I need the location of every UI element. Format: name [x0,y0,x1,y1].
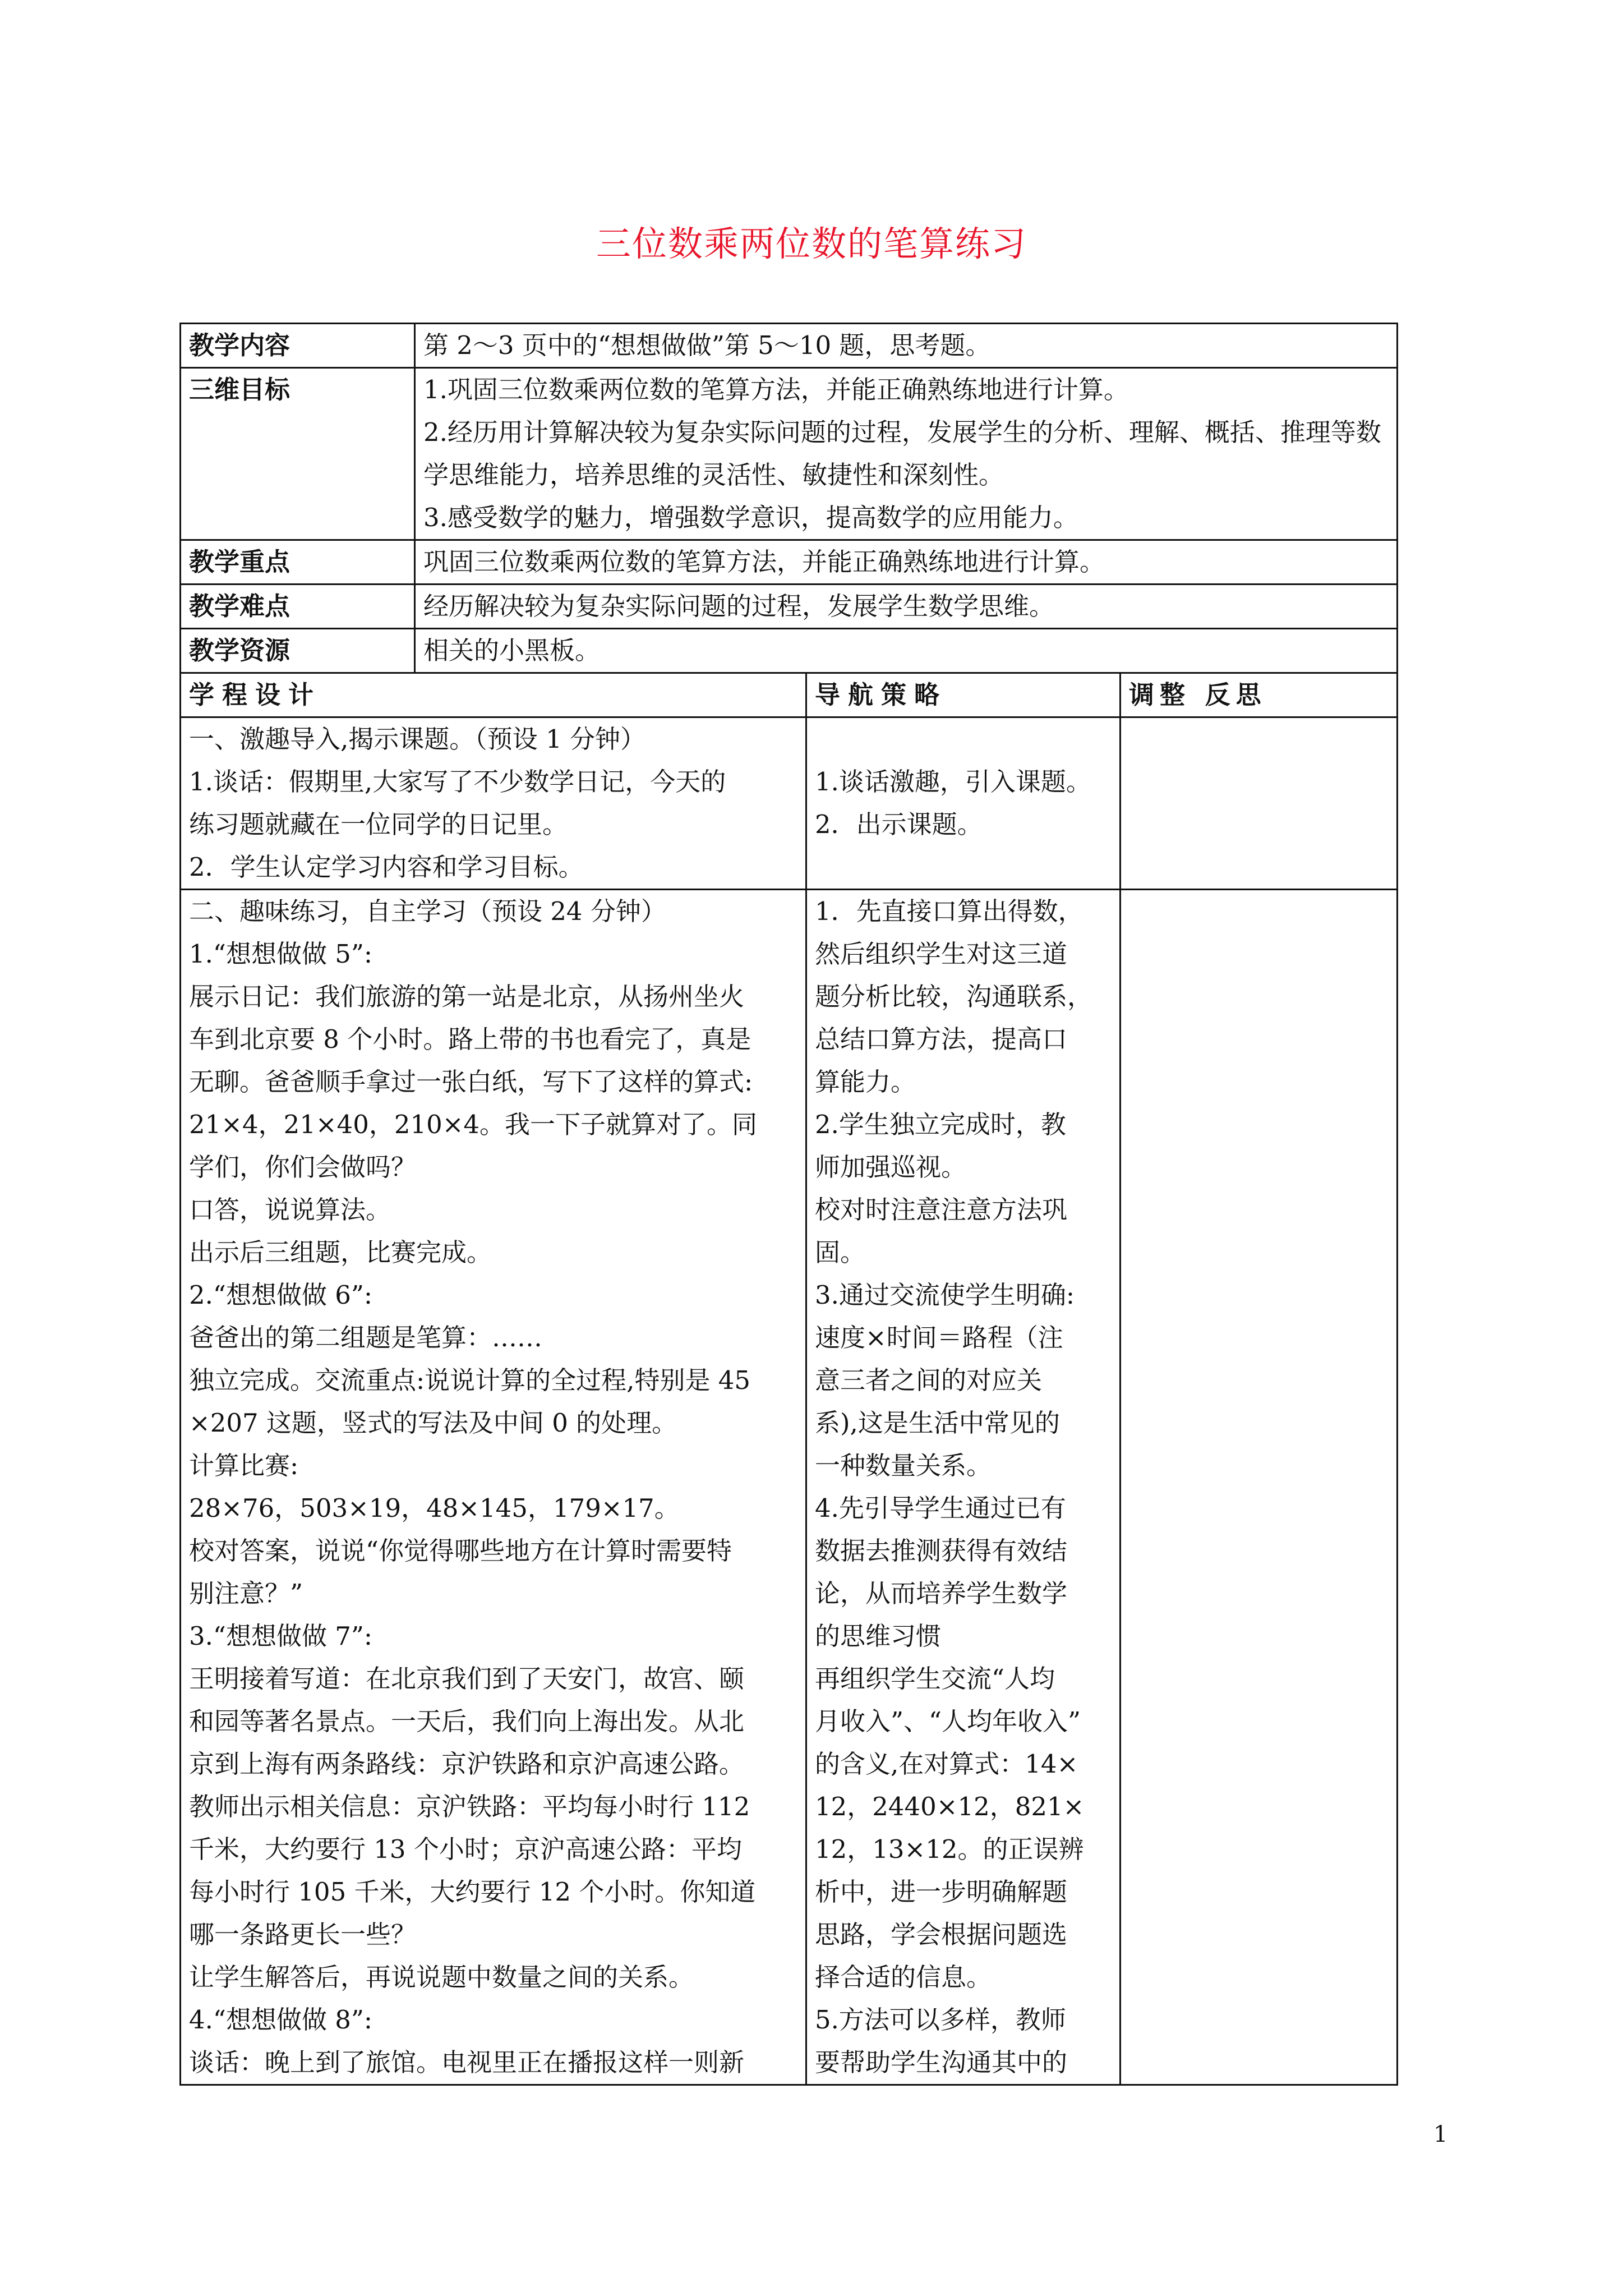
design-line: 无聊。爸爸顺手拿过一张白纸，写下了这样的算式: [189,1067,753,1097]
key-value: 巩固三位数乘两位数的笔算方法，并能正确熟练地进行计算。 [415,540,1398,585]
intro-design-cell [181,717,806,890]
page-number: 1 [1433,2122,1448,2147]
goal-item: 3.感受数学的魅力，增强数学意识，提高数学的应用能力。 [423,503,1078,532]
design-line: 谈话：晚上到了旅馆。电视里正在播报这样一则新 [189,2047,745,2077]
goals-row [181,368,1398,540]
strategy-line: 析中，进一步明确解题 [815,1877,1068,1907]
design-line: 别注意？” [189,1579,303,1608]
design-line: 车到北京要 8 个小时。路上带的书也看完了，真是 [189,1024,751,1054]
design-line: 21×4，21×40，210×4。我一下子就算对了。同 [189,1110,758,1139]
design-line: 校对答案，说说“你觉得哪些地方在计算时需要特 [189,1536,732,1566]
design-line: 让学生解答后，再说说题中数量之间的关系。 [189,1962,694,1992]
strategy-header: 导航策略 [806,673,1121,717]
goal-item: 1.巩固三位数乘两位数的笔算方法，并能正确熟练地进行计算。 [423,375,1129,404]
design-line: 出示后三组题，比赛完成。 [189,1237,492,1267]
design-line: 1.“想想做做 5”: [189,939,373,969]
design-line: 学们，你们会做吗？ [189,1152,417,1182]
design-line: 计算比赛: [189,1451,299,1480]
strategy-line: 速度×时间＝路程（注 [815,1323,1063,1352]
design-line: 练习题就藏在一位同学的日记里。 [189,809,568,839]
strategy-line: 择合适的信息。 [815,1962,992,1992]
page-title: 三位数乘两位数的笔算练习 [596,223,1027,264]
design-line: 独立完成。交流重点:说说计算的全过程,特别是 45 [189,1365,751,1395]
resource-row [181,629,1398,673]
strategy-line: 4.先引导学生通过已有 [815,1493,1066,1523]
design-line: 每小时行 105 千米，大约要行 12 个小时。你知道 [189,1877,756,1907]
intro-strategy-cell [806,717,1121,890]
design-line: 京到上海有两条路线：京沪铁路和京沪高速公路。 [189,1749,745,1779]
strategy-line: 1.谈话激趣，引入课题。 [815,767,1091,797]
design-line: 3.“想想做做 7”: [189,1621,373,1651]
resource-label: 教学资源 [181,629,415,673]
strategy-line: 系),这是生活中常见的 [815,1408,1060,1438]
design-line: 4.“想想做做 8”: [189,2005,373,2035]
difficulty-row [181,585,1398,629]
lesson-plan-table [179,323,1398,2086]
strategy-line: 题分析比较，沟通联系， [815,982,1093,1011]
strategy-line: 要帮助学生沟通其中的 [815,2047,1068,2077]
design-line: ×207 这题，竖式的写法及中间 0 的处理。 [189,1408,677,1438]
content-value: 第 2～3 页中的“想想做做”第 5～10 题，思考题。 [415,324,1398,368]
resource-value: 相关的小黑板。 [415,629,1398,673]
design-line: 28×76，503×19，48×145，179×17。 [189,1493,680,1523]
strategy-line: 1．先直接口算出得数， [815,896,1083,926]
practice-reflection-cell [1121,890,1398,2085]
practice-strategy-cell [806,890,1121,2085]
strategy-line: 固。 [815,1237,866,1267]
strategy-line: 2.学生独立完成时，教 [815,1110,1066,1139]
strategy-line: 校对时注意注意方法巩 [815,1195,1068,1225]
design-line: 2.“想想做做 6”: [189,1280,373,1310]
strategy-line: 意三者之间的对应关 [815,1365,1043,1395]
strategy-line: 总结口算方法，提高口 [815,1024,1068,1054]
design-line: 哪一条路更长一些？ [189,1920,417,1949]
strategy-line: 论，从而培养学生数学 [815,1579,1068,1608]
intro-reflection-cell [1121,717,1398,890]
strategy-line: 月收入”、“人均年收入” [815,1706,1081,1736]
strategy-line: 一种数量关系。 [815,1451,992,1480]
section-practice-row [181,890,1398,2085]
design-line: 王明接着写道：在北京我们到了天安门，故宫、颐 [189,1664,745,1694]
design-line: 二、趣味练习，自主学习（预设 24 分钟） [189,896,666,926]
strategy-line: 思路，学会根据问题选 [815,1920,1068,1949]
practice-design-cell [181,890,806,2085]
strategy-line: 5.方法可以多样，教师 [815,2005,1066,2035]
strategy-line [815,718,1112,761]
difficulty-label: 教学难点 [181,585,415,629]
key-label: 教学重点 [181,540,415,585]
design-line: 1.谈话：假期里,大家写了不少数学日记，今天的 [189,767,726,797]
design-line: 一、激趣导入,揭示课题。（预设 1 分钟） [189,724,646,754]
design-line: 口答，说说算法。 [189,1195,391,1225]
section-intro-row [181,717,1398,890]
goals-label: 三维目标 [181,368,415,540]
design-line: 和园等著名景点。一天后，我们向上海出发。从北 [189,1706,745,1736]
strategy-line: 数据去推测获得有效结 [815,1536,1068,1566]
content-row [181,324,1398,368]
strategy-line: 2．出示课题。 [815,809,983,839]
design-header: 学程设计 [181,673,806,717]
strategy-line: 再组织学生交流“人均 [815,1664,1055,1694]
strategy-line: 3.通过交流使学生明确: [815,1280,1075,1310]
design-line: 2．学生认定学习内容和学习目标。 [189,852,584,882]
key-row [181,540,1398,585]
strategy-line: 师加强巡视。 [815,1152,967,1182]
strategy-line: 12，2440×12，821× [815,1792,1085,1821]
goals-value [415,368,1398,540]
difficulty-value: 经历解决较为复杂实际问题的过程，发展学生数学思维。 [415,585,1398,629]
content-label: 教学内容 [181,324,415,368]
strategy-line: 的含义,在对算式：14× [815,1749,1078,1779]
column-header-row [181,673,1398,717]
strategy-line: 12，13×12。的正误辨 [815,1834,1084,1864]
reflection-header: 调整 反思 [1121,673,1398,717]
design-line: 教师出示相关信息：京沪铁路：平均每小时行 112 [189,1792,750,1821]
strategy-line: 算能力。 [815,1067,916,1097]
strategy-line: 的思维习惯 [815,1621,942,1651]
design-line: 爸爸出的第二组题是笔算：…… [189,1323,543,1352]
design-line: 千米，大约要行 13 个小时；京沪高速公路：平均 [189,1834,742,1864]
design-line: 展示日记：我们旅游的第一站是北京，从扬州坐火 [189,982,745,1011]
strategy-line: 然后组织学生对这三道 [815,939,1068,969]
goal-item: 2.经历用计算解决较为复杂实际问题的过程，发展学生的分析、理解、概括、推理等数学思维能力，培养思维的灵活性、敏捷性和深刻性。 [423,417,1381,490]
